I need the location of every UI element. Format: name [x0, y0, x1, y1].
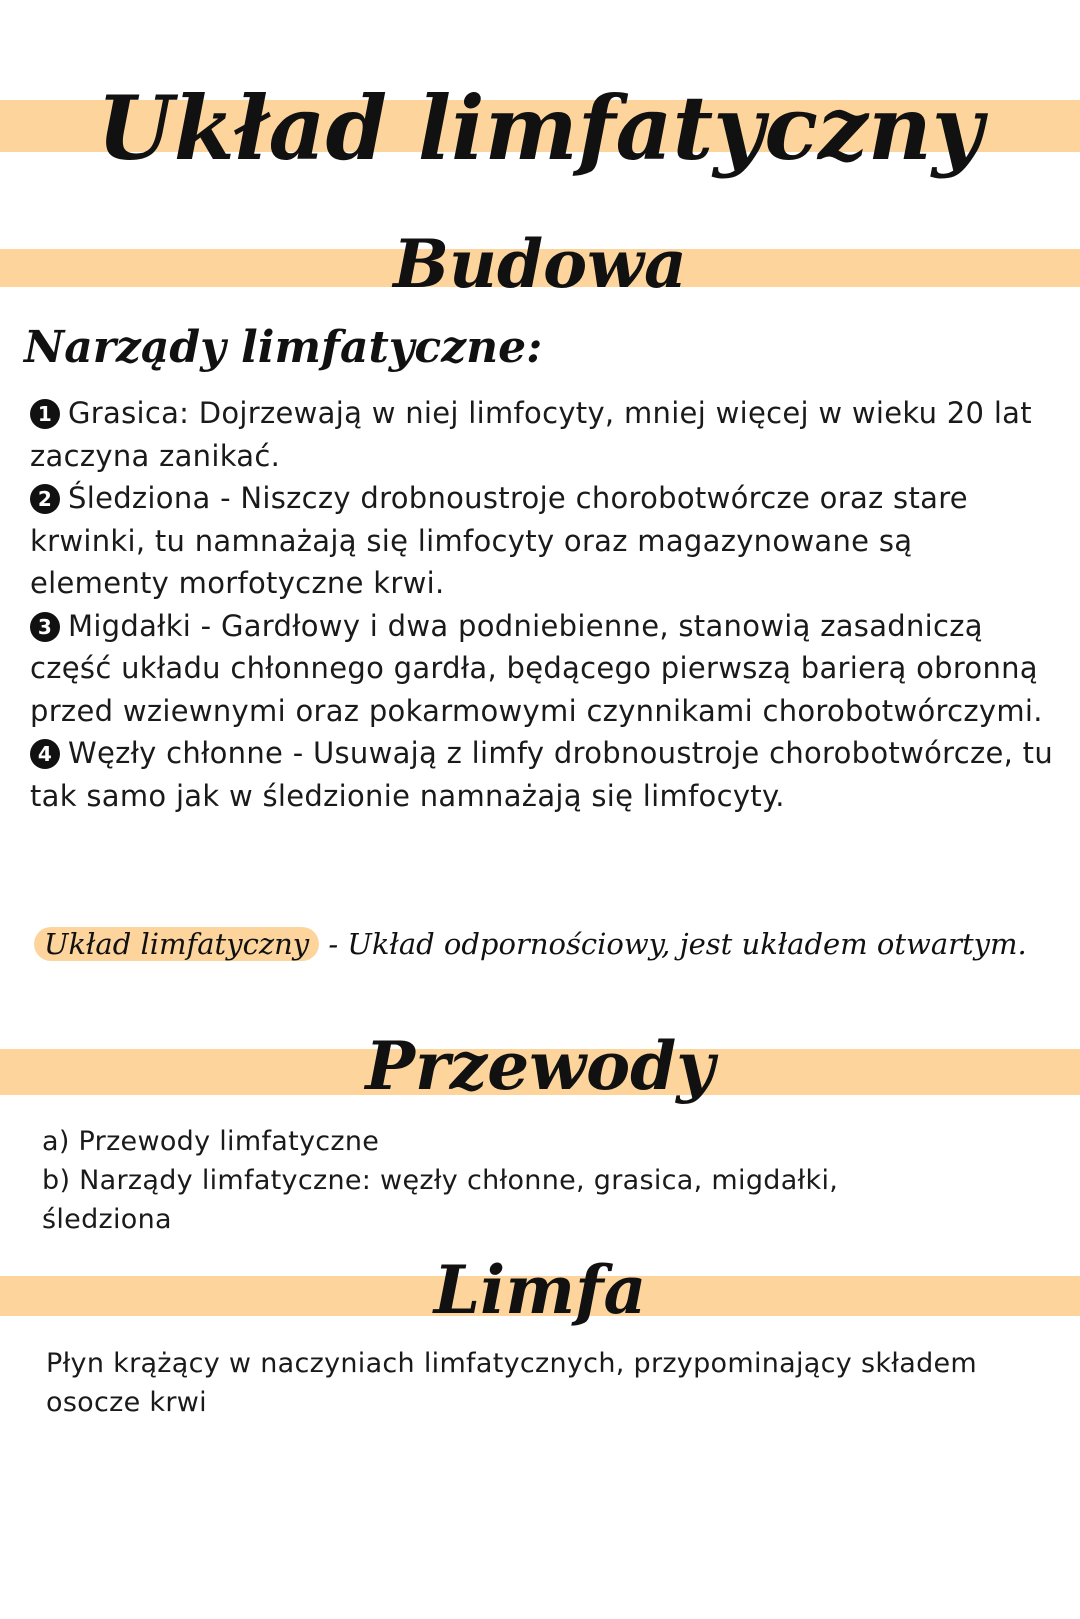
- list-item: [30, 392, 1060, 477]
- organ-description: Migdałki - Gardłowy i dwa podniebienne, stanowią zasadniczą część układu chłonnego gardła, będącego pierwszą barierą obronną przed wziewnymi oraz pokarmowymi czynnikami chorobotwórczymi.: [30, 608, 1043, 728]
- organ-description: Węzły chłonne - Usuwają z limfy drobnoustroje chorobotwórcze, tu tak samo jak w śledzionie namnażają się limfocyty.: [30, 736, 1054, 813]
- page-title: Układ limfatyczny: [96, 76, 984, 180]
- section-heading-przewody: Przewody: [365, 1027, 715, 1105]
- number-badge: 2: [30, 484, 60, 514]
- organ-description: Grasica: Dojrzewają w niej limfocyty, mniej więcej w wieku 20 lat zaczyna zanikać.: [30, 396, 1032, 473]
- organ-description: Śledziona - Niszczy drobnoustroje chorobotwórcze oraz stare krwinki, tu namnażają się limfocyty oraz magazynowane są elementy morfotyczne krwi.: [30, 481, 968, 600]
- number-badge: 1: [30, 399, 60, 429]
- list-item: [30, 605, 1060, 733]
- number-badge: 3: [30, 612, 60, 642]
- list-item: [30, 732, 1060, 817]
- definition: [34, 918, 1027, 970]
- definition-text: - Układ odpornościowy, jest układem otwartym.: [319, 927, 1027, 961]
- limfa-description: Płyn krążący w naczyniach limfatycznych, przypominający składem osocze krwi: [46, 1348, 978, 1418]
- section-heading-budowa: Budowa: [393, 225, 687, 303]
- list-item: b) Narządy limfatyczne: węzły chłonne, grasica, migdałki, śledziona: [42, 1165, 839, 1235]
- highlighted-term: Układ limfatyczny: [34, 927, 319, 961]
- przewody-list: [42, 1122, 842, 1239]
- list-item: [30, 477, 1060, 605]
- section-heading-limfa: Limfa: [433, 1251, 647, 1329]
- list-item: a) Przewody limfatyczne: [42, 1126, 380, 1157]
- number-badge: 4: [30, 739, 60, 769]
- organs-subheading: Narządy limfatyczne:: [24, 322, 543, 373]
- organs-list: [30, 392, 1060, 817]
